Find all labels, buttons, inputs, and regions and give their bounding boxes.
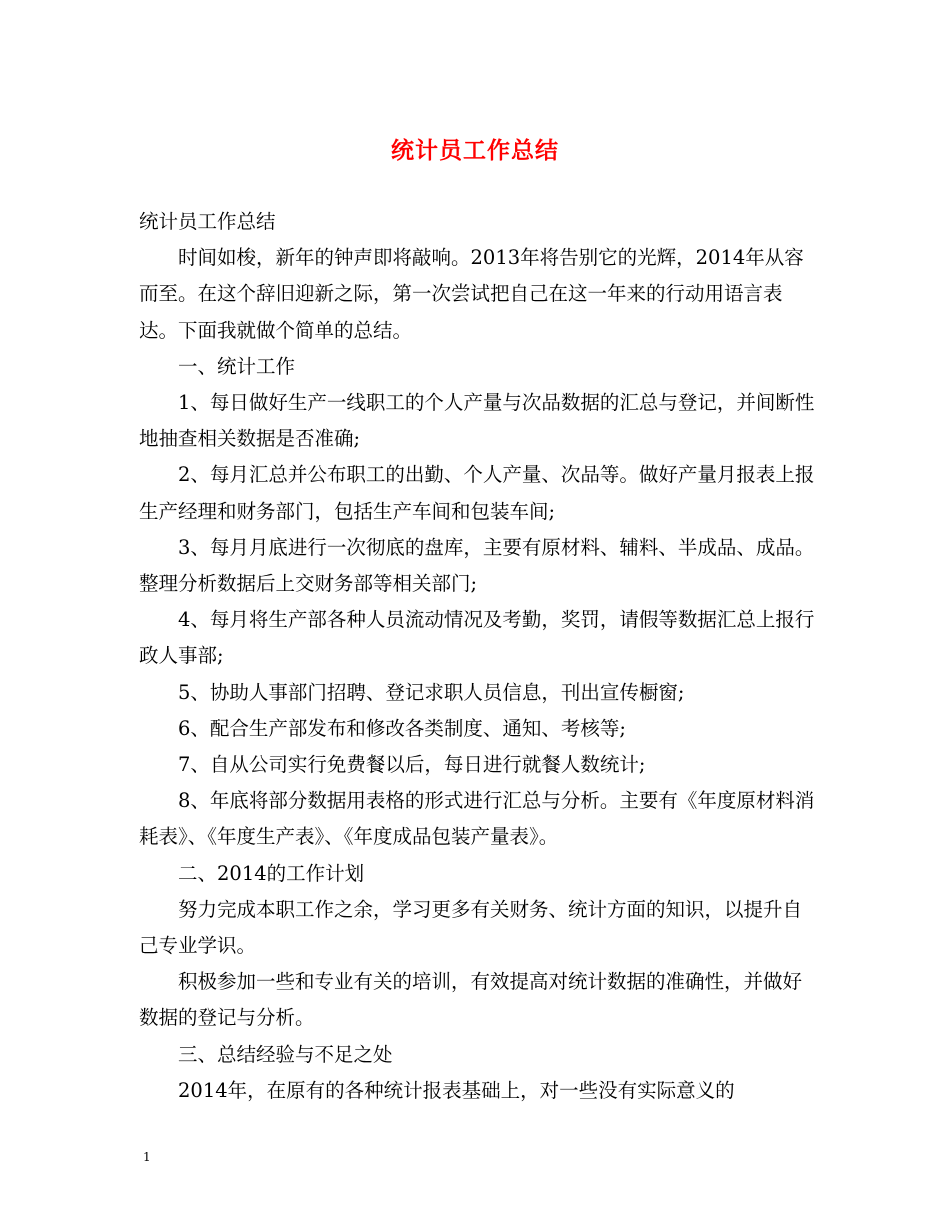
list-item: 3、每月月底进行一次彻底的盘库，主要有原材料、辅料、半成品、成品。整理分析数据后上交财务部等相关部门; — [139, 535, 815, 596]
section-heading-work-plan: 二、2014的工作计划 — [178, 861, 365, 885]
paragraph-plan-2: 积极参加一些和专业有关的培训，有效提高对统计数据的准确性，并做好数据的登记与分析。 — [139, 970, 803, 1030]
page-number: 1 — [143, 1150, 151, 1164]
list-item: 1、每日做好生产一线职工的个人产量与次品数据的汇总与登记，并间断性地抽查相关数据是否准确; — [139, 391, 815, 451]
list-item: 6、配合生产部发布和修改各类制度、通知、考核等; — [178, 716, 626, 740]
paragraph-intro: 时间如梭，新年的钟声即将敲响。2013年将告别它的光辉，2014年从容而至。在这个辞旧迎新之际，第一次尝试把自己在这一年来的行动用语言表达。下面我就做个简单的总结。 — [139, 246, 804, 342]
list-item: 7、自从公司实行免费餐以后，每日进行就餐人数统计; — [178, 753, 646, 777]
document-subtitle: 统计员工作总结 — [139, 210, 276, 233]
list-item: 4、每月将生产部各种人员流动情况及考勤，奖罚，请假等数据汇总上报行政人事部; — [139, 608, 815, 668]
document-body — [139, 204, 819, 1109]
section-heading-statistics-work: 一、统计工作 — [178, 354, 296, 378]
paragraph-summary: 2014年，在原有的各种统计报表基础上，对一些没有实际意义的 — [178, 1078, 735, 1102]
list-item: 5、协助人事部门招聘、登记求职人员信息，刊出宣传橱窗; — [178, 680, 685, 704]
list-item: 8、年底将部分数据用表格的形式进行汇总与分析。主要有《年度原材料消耗表》、《年度生产表》、《年度成品包装产量表》。 — [139, 789, 815, 849]
page-title: 统计员工作总结 — [391, 137, 559, 164]
paragraph-plan-1: 努力完成本职工作之余，学习更多有关财务、统计方面的知识，以提升自己专业学识。 — [139, 897, 803, 958]
section-heading-summary: 三、总结经验与不足之处 — [178, 1042, 393, 1066]
list-item: 2、每月汇总并公布职工的出勤、个人产量、次品等。做好产量月报表上报生产经理和财务部门，包括生产车间和包装车间; — [139, 463, 815, 523]
